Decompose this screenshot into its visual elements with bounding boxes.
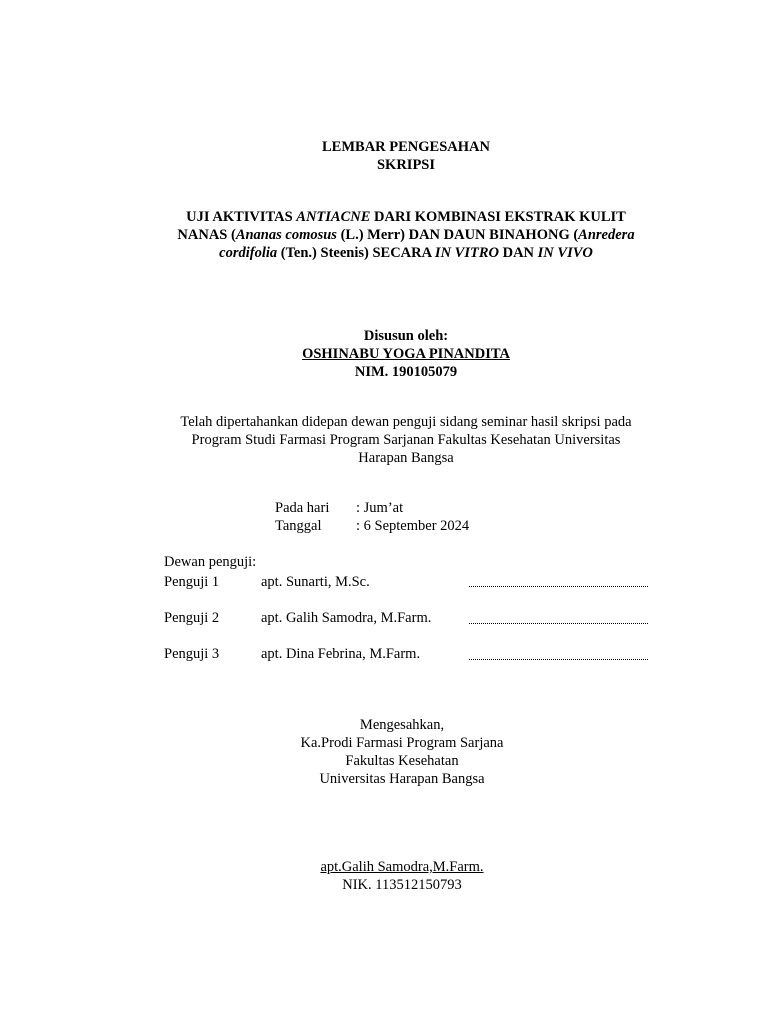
thesis-title-line-2: NANAS (Ananas comosus (L.) Merr) DAN DAUN BINAHONG (Anredera bbox=[177, 227, 635, 243]
defense-line-2: Program Studi Farmasi Program Sarjanan Fakultas Kesehatan Universitas bbox=[191, 432, 621, 448]
author-nim: NIM. 190105079 bbox=[354, 364, 458, 380]
examiner-3-signature-line bbox=[469, 659, 648, 660]
author-block bbox=[164, 327, 648, 381]
examiner-2-signature-line bbox=[469, 623, 648, 624]
signatory-nik: NIK. 113512150793 bbox=[342, 877, 462, 893]
thesis-title-line-1: UJI AKTIVITAS ANTIACNE DARI KOMBINASI EKSTRAK KULIT bbox=[186, 209, 626, 225]
examiner-2-name: apt. Galih Samodra, M.Farm. bbox=[261, 610, 432, 626]
examiner-1-label: Penguji 1 bbox=[164, 574, 220, 590]
approval-line-1: Mengesahkan, bbox=[359, 717, 445, 733]
thesis-title-line-3: cordifolia (Ten.) Steenis) SECARA IN VITRO DAN IN VIVO bbox=[219, 245, 593, 261]
author-name: OSHINABU YOGA PINANDITA bbox=[302, 346, 510, 362]
approval-block bbox=[200, 716, 604, 788]
examiner-1-name: apt. Sunarti, M.Sc. bbox=[261, 574, 370, 590]
approval-line-4: Universitas Harapan Bangsa bbox=[319, 771, 485, 787]
approval-line-3: Fakultas Kesehatan bbox=[345, 753, 459, 769]
day-label: Pada hari bbox=[275, 500, 330, 516]
document-header bbox=[164, 138, 648, 174]
day-value: : Jum’at bbox=[356, 500, 404, 516]
author-label: Disusun oleh: bbox=[363, 328, 449, 344]
thesis-title bbox=[150, 208, 662, 262]
defense-line-3: Harapan Bangsa bbox=[358, 450, 454, 466]
defense-statement bbox=[150, 413, 662, 467]
examiner-2-label: Penguji 2 bbox=[164, 610, 220, 626]
approval-line-2: Ka.Prodi Farmasi Program Sarjana bbox=[300, 735, 504, 751]
signatory-name: apt.Galih Samodra,M.Farm. bbox=[320, 859, 484, 875]
header-title: LEMBAR PENGESAHAN bbox=[322, 139, 490, 155]
date-label: Tanggal bbox=[275, 518, 322, 534]
header-subtitle: SKRIPSI bbox=[376, 157, 436, 173]
date-value: : 6 September 2024 bbox=[356, 518, 470, 534]
signatory-block bbox=[200, 858, 604, 894]
defense-line-1: Telah dipertahankan didepan dewan penguji sidang seminar hasil skripsi pada bbox=[180, 414, 632, 430]
examiner-3-label: Penguji 3 bbox=[164, 646, 220, 662]
examiners-heading: Dewan penguji: bbox=[164, 554, 257, 570]
examiner-3-name: apt. Dina Febrina, M.Farm. bbox=[261, 646, 421, 662]
examiner-1-signature-line bbox=[469, 586, 648, 587]
